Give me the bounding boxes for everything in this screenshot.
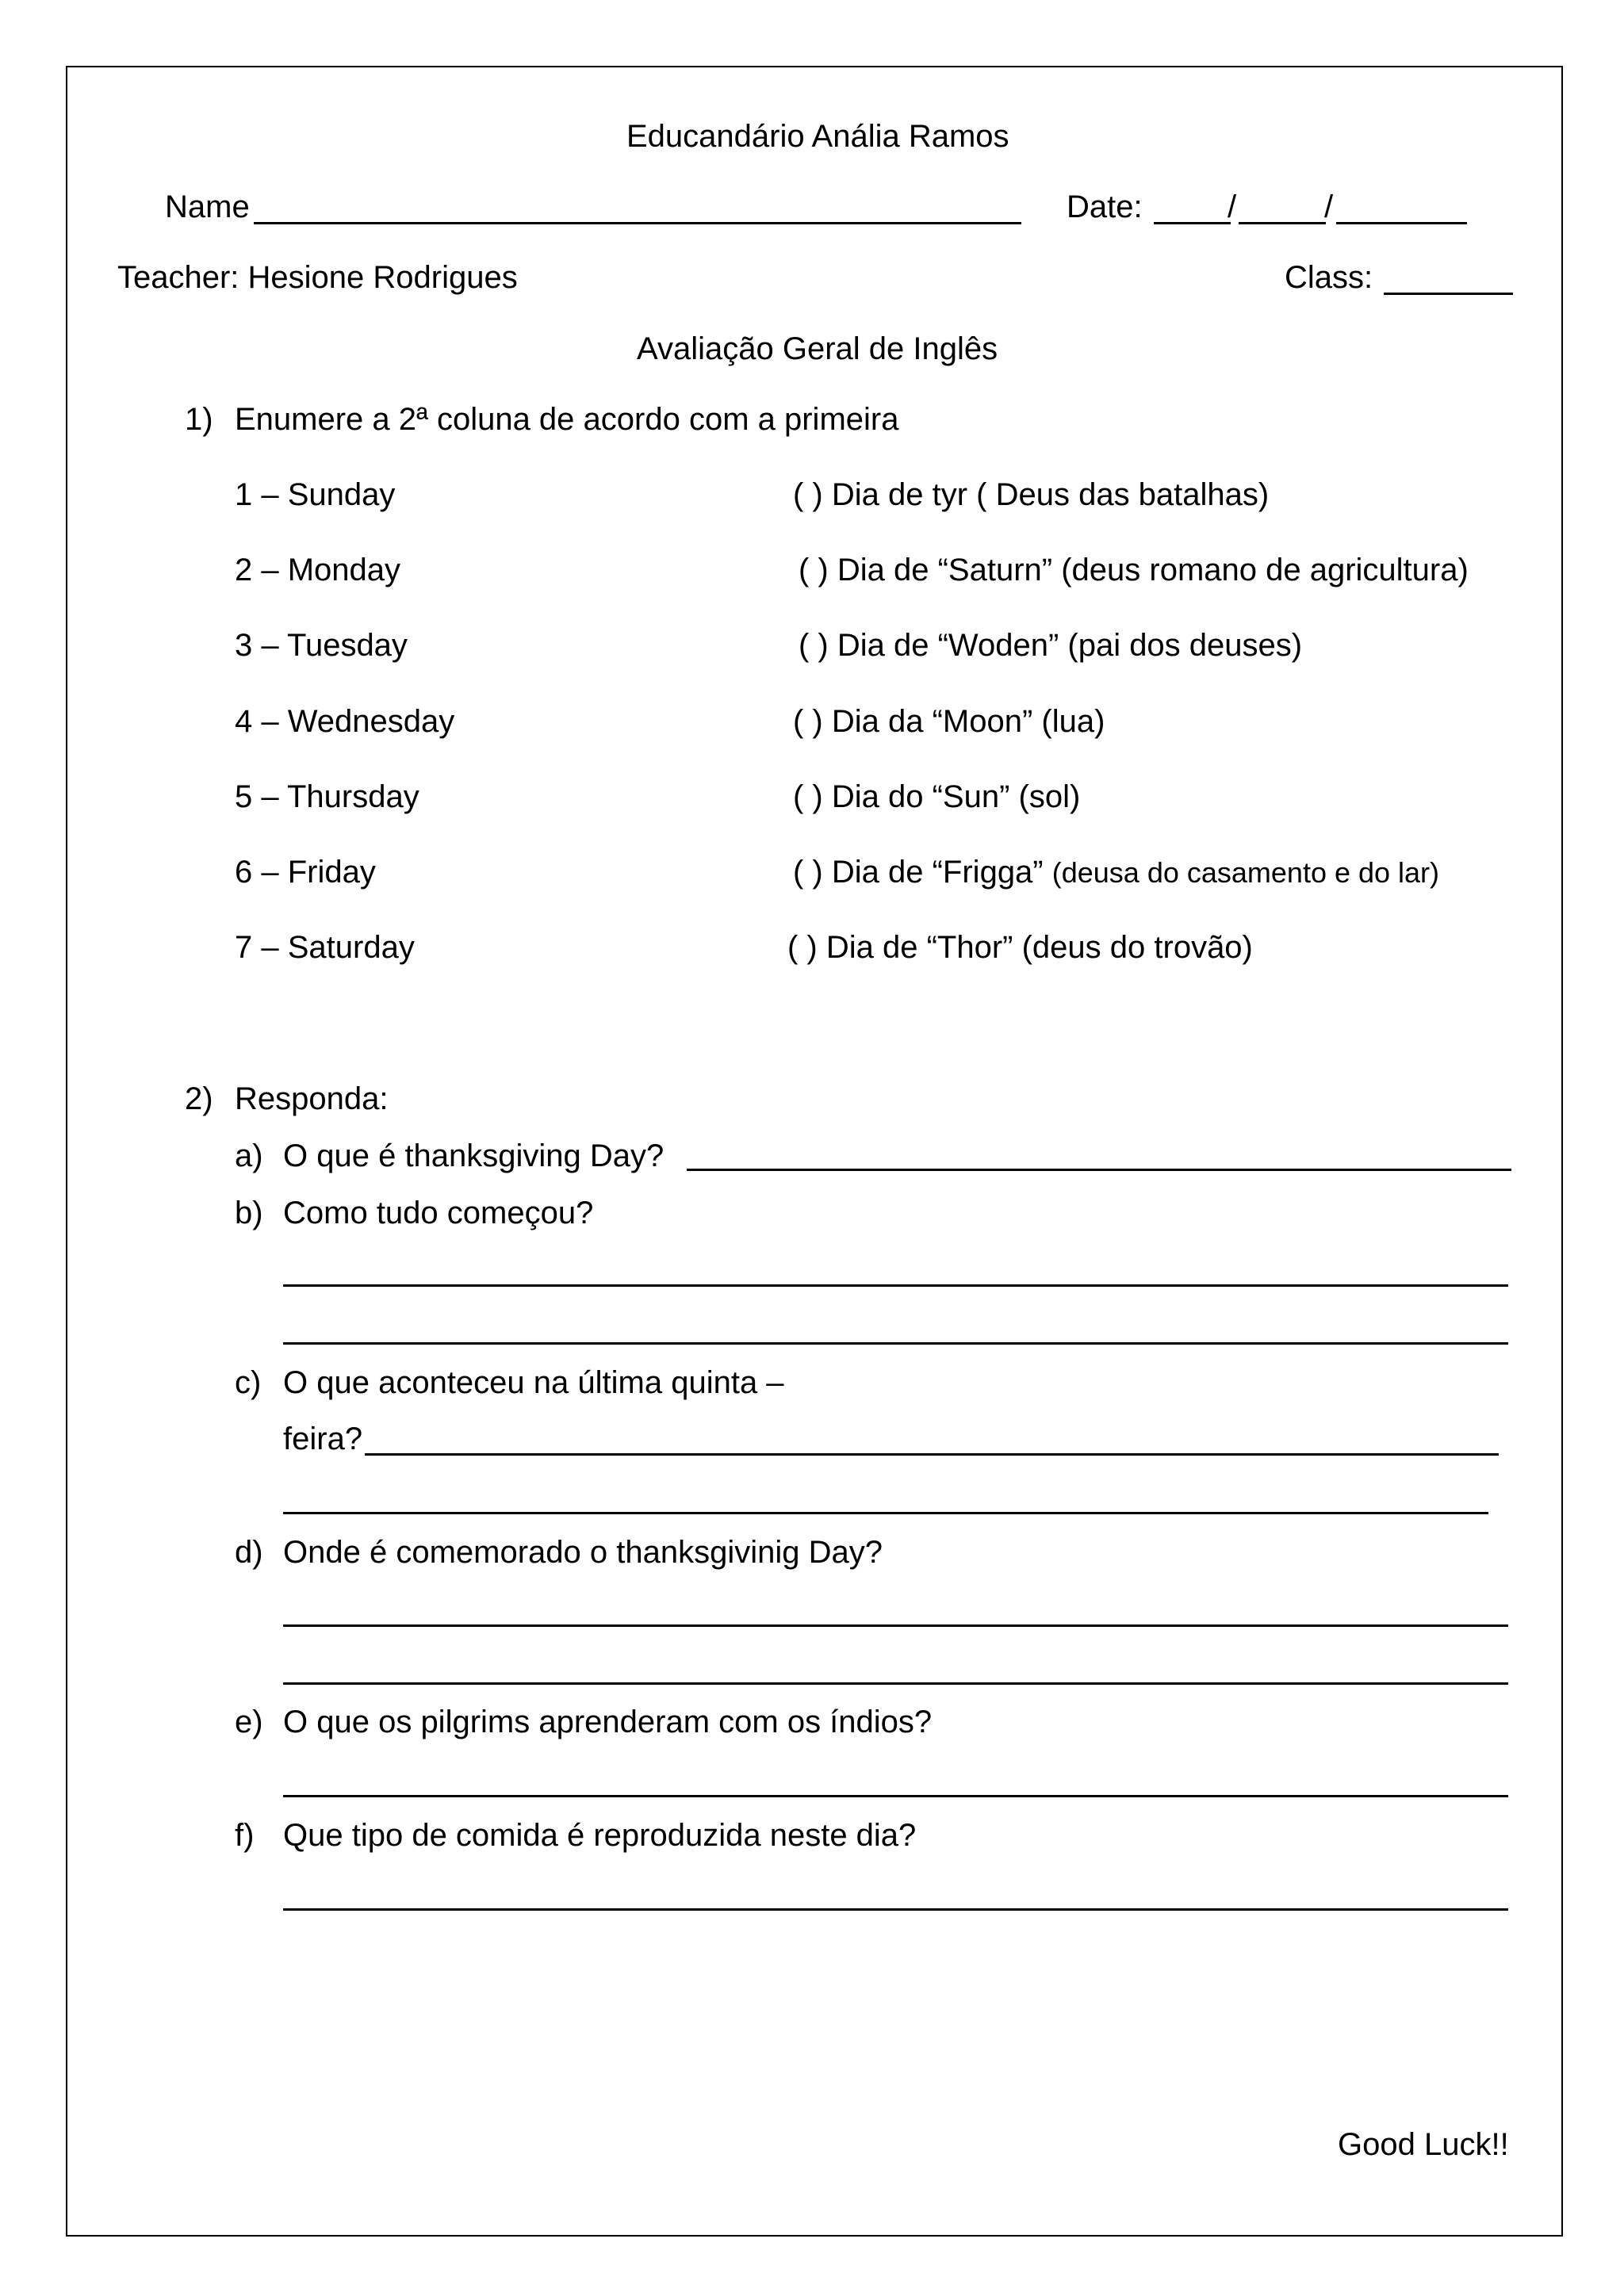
class-input-line[interactable] [1384, 293, 1513, 295]
meaning-item[interactable]: ( ) Dia da “Moon” (lua) [793, 704, 1105, 739]
day-item: 3 – Tuesday [235, 628, 408, 663]
date-month-line[interactable] [1239, 222, 1326, 224]
date-separator: / [1228, 189, 1237, 224]
q2-letter: c) [235, 1365, 262, 1400]
name-label: Name [165, 189, 250, 224]
answer-line[interactable] [687, 1169, 1511, 1171]
class-label: Class: [1285, 260, 1373, 295]
name-input-line[interactable] [254, 222, 1021, 224]
school-name: Educandário Anália Ramos [626, 119, 1009, 154]
q2-letter: f) [235, 1818, 255, 1853]
meaning-item[interactable]: ( ) Dia de tyr ( Deus das batalhas) [793, 477, 1270, 512]
q2-letter: b) [235, 1196, 263, 1230]
date-year-line[interactable] [1336, 222, 1467, 224]
date-label: Date: [1067, 189, 1143, 224]
day-item: 4 – Wednesday [235, 704, 455, 739]
date-separator: / [1324, 189, 1334, 224]
meaning-item[interactable]: ( ) Dia de “Saturn” (deus romano de agricultura) [799, 553, 1469, 587]
q2-question: Como tudo começou? [283, 1196, 594, 1230]
meaning-note: (deusa do casamento e do lar) [1051, 856, 1440, 889]
closing-text: Good Luck!! [1338, 2127, 1509, 2162]
answer-line[interactable] [283, 1682, 1508, 1685]
day-item: 7 – Saturday [235, 930, 415, 965]
q1-number: 1) [185, 402, 213, 437]
q2-question-continued: feira? [283, 1422, 363, 1456]
meaning-item[interactable] [793, 853, 1439, 892]
meaning-item[interactable]: ( ) Dia de “Woden” (pai dos deuses) [799, 628, 1303, 663]
q2-question: O que aconteceu na última quinta – [283, 1365, 784, 1400]
answer-line[interactable] [283, 1284, 1508, 1287]
meaning-item[interactable]: ( ) Dia de “Thor” (deus do trovão) [787, 930, 1253, 965]
answer-line[interactable] [283, 1795, 1508, 1797]
q2-letter: a) [235, 1138, 263, 1173]
day-item: 5 – Thursday [235, 779, 419, 814]
meaning-item[interactable]: ( ) Dia do “Sun” (sol) [793, 779, 1081, 814]
answer-line[interactable] [365, 1453, 1499, 1456]
q1-prompt: Enumere a 2ª coluna de acordo com a primeira [235, 402, 899, 437]
exam-title: Avaliação Geral de Inglês [637, 331, 998, 366]
q2-question: Onde é comemorado o thanksgivinig Day? [283, 1535, 883, 1570]
meaning-main-text: ( ) Dia de “Frigga” [793, 855, 1052, 890]
day-item: 6 – Friday [235, 855, 376, 890]
date-day-line[interactable] [1154, 222, 1231, 224]
answer-line[interactable] [283, 1908, 1508, 1911]
q2-question: Que tipo de comida é reproduzida neste dia? [283, 1818, 917, 1853]
day-item: 1 – Sunday [235, 477, 396, 512]
answer-line[interactable] [283, 1342, 1508, 1345]
q2-question: O que os pilgrims aprenderam com os índios? [283, 1705, 933, 1739]
q2-prompt: Responda: [235, 1081, 389, 1116]
q2-number: 2) [185, 1081, 213, 1116]
q2-letter: e) [235, 1705, 263, 1739]
teacher-name: Teacher: Hesione Rodrigues [117, 260, 518, 295]
day-item: 2 – Monday [235, 553, 401, 587]
q2-letter: d) [235, 1535, 263, 1570]
answer-line[interactable] [283, 1624, 1508, 1627]
answer-line[interactable] [283, 1512, 1488, 1514]
q2-question: O que é thanksgiving Day? [283, 1138, 665, 1173]
